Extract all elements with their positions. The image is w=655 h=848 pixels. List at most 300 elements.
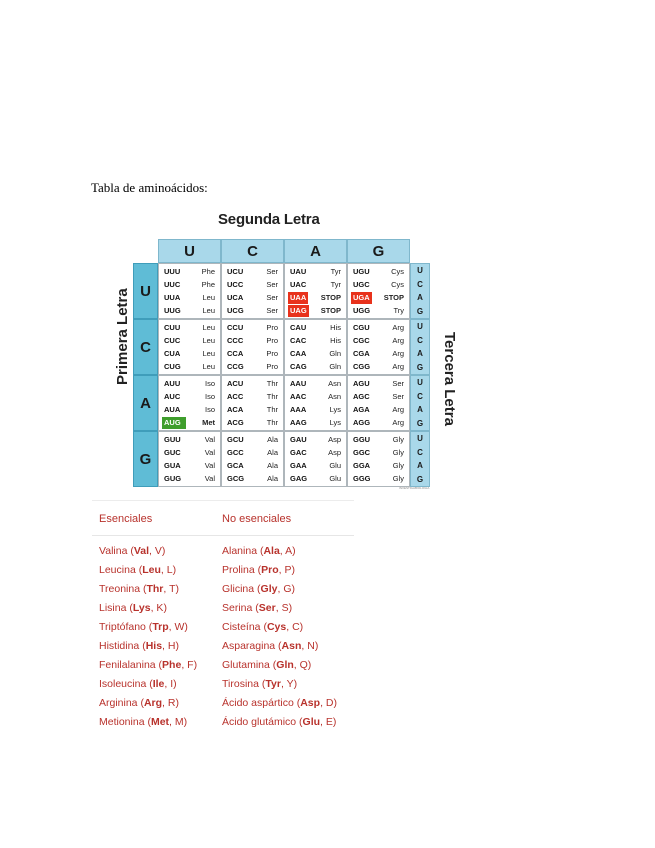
third-letter: A — [417, 293, 423, 303]
amino-acid-abbr: STOP — [320, 306, 341, 315]
amino-acid-abbr: Asn — [328, 379, 341, 388]
amino-acid-code1: P — [284, 564, 292, 576]
third-letter: G — [416, 474, 424, 484]
codon-block — [158, 263, 221, 319]
codon-row — [225, 433, 280, 446]
amino-acid-code1: S — [281, 602, 289, 614]
amino-acid-name: Tirosina — [222, 678, 259, 690]
amino-acid-code1: E — [325, 716, 333, 728]
amino-acid-item: Treonina (Thr, T) — [99, 583, 179, 595]
codon-block — [347, 431, 410, 487]
codon-row — [351, 416, 406, 429]
codon-block — [284, 319, 347, 375]
amino-acid-abbr: Leu — [202, 323, 215, 332]
amino-acid-item: Ácido aspártico (Asp, D) — [222, 697, 337, 709]
amino-acid-abbr: Val — [204, 461, 215, 470]
codon-row — [288, 304, 343, 317]
second-letter-title: Segunda Letra — [218, 211, 320, 228]
codon-row — [225, 304, 280, 317]
amino-acid-code1: M — [174, 716, 184, 728]
third-letter: C — [417, 391, 423, 401]
amino-acid-abbr: Asp — [328, 448, 341, 457]
codon-row — [351, 433, 406, 446]
third-letter: C — [417, 335, 423, 345]
amino-acid-abbr: Ala — [267, 435, 278, 444]
amino-acid-abbr: Arg — [392, 323, 404, 332]
amino-acid-code1: F — [187, 659, 194, 671]
amino-acid-code1: R — [167, 697, 176, 709]
codon: GCC — [227, 447, 244, 457]
third-letter-block — [410, 431, 430, 487]
amino-acid-abbr: Val — [204, 474, 215, 483]
codon-row — [288, 278, 343, 291]
codon: GUG — [164, 473, 182, 483]
codon-row — [225, 446, 280, 459]
credit-text: INVESTIGABIOLOGIA — [399, 486, 430, 490]
amino-acid-code3: Lys — [132, 602, 151, 614]
amino-acid-code3: Pro — [261, 564, 279, 576]
codon-row — [288, 459, 343, 472]
codon-row — [225, 265, 280, 278]
amino-acid-code1: H — [167, 640, 176, 652]
amino-acid-abbr: Try — [393, 306, 404, 315]
codon: GUU — [164, 434, 181, 444]
codon: GGG — [353, 473, 371, 483]
amino-acid-abbr: Leu — [202, 362, 215, 371]
amino-acid-item: Glutamina (Gln, Q) — [222, 659, 312, 671]
codon: GCG — [227, 473, 245, 483]
codon-block — [284, 431, 347, 487]
amino-acid-item: Serina (Ser, S) — [222, 602, 293, 614]
codon: AAC — [290, 391, 307, 401]
amino-acid-code1: L — [166, 564, 173, 576]
amino-acid-item: Isoleucina (Ile, I) — [99, 678, 177, 690]
third-letter: U — [417, 322, 423, 332]
codon: AGG — [353, 417, 371, 427]
codon: CAU — [290, 322, 307, 332]
amino-acid-abbr: Pro — [266, 323, 278, 332]
codon: CCG — [227, 361, 244, 371]
codon-row — [162, 446, 217, 459]
amino-acid-item: Cisteína (Cys, C) — [222, 621, 304, 633]
header-divider — [92, 535, 354, 536]
codon: UUG — [164, 305, 181, 315]
codon: CAC — [290, 335, 307, 345]
codon-row — [288, 416, 343, 429]
codon-row — [162, 403, 217, 416]
codon: GAG — [290, 473, 308, 483]
codon-row — [351, 360, 406, 373]
amino-acid-item: Tirosina (Tyr, Y) — [222, 678, 298, 690]
amino-acid-abbr: Iso — [204, 392, 215, 401]
amino-acid-abbr: Ser — [266, 306, 278, 315]
codon: UUU — [164, 266, 181, 276]
amino-acid-item: Prolina (Pro, P) — [222, 564, 295, 576]
third-letter: C — [417, 447, 423, 457]
amino-acid-abbr: Tyr — [330, 267, 341, 276]
codon: UGC — [353, 279, 370, 289]
amino-acid-abbr: Phe — [201, 267, 215, 276]
amino-acid-abbr: Pro — [266, 336, 278, 345]
codon: UUC — [164, 279, 181, 289]
codon-row — [225, 459, 280, 472]
codon: UCU — [227, 266, 244, 276]
amino-acid-abbr: Gly — [392, 474, 404, 483]
amino-acid-item: Valina (Val, V) — [99, 545, 166, 557]
third-letter-block — [410, 263, 430, 319]
amino-acid-code3: Glu — [302, 716, 321, 728]
amino-acid-name: Ácido aspártico — [222, 697, 294, 709]
amino-acid-name: Asparagina — [222, 640, 276, 652]
column-header-g: G — [347, 239, 410, 263]
amino-acid-name: Histidina — [99, 640, 140, 652]
amino-acid-abbr: Ser — [266, 293, 278, 302]
codon-block — [347, 375, 410, 431]
amino-acid-name: Treonina — [99, 583, 141, 595]
amino-acid-abbr: Tyr — [330, 280, 341, 289]
codon-row — [351, 278, 406, 291]
codon-row — [162, 291, 217, 304]
amino-acid-abbr: Iso — [204, 379, 215, 388]
amino-acid-code3: Thr — [146, 583, 164, 595]
codon-row — [162, 390, 217, 403]
column-header-u: U — [158, 239, 221, 263]
codon: AAA — [290, 404, 307, 414]
codon-row — [351, 377, 406, 390]
row-header-c: C — [133, 319, 158, 375]
amino-acid-name: Leucina — [99, 564, 136, 576]
codon-grid — [158, 263, 410, 487]
third-letter: A — [417, 405, 423, 415]
amino-acid-abbr: Ser — [392, 392, 404, 401]
codon-block — [158, 375, 221, 431]
codon: GCA — [227, 460, 244, 470]
codon: UGU — [353, 266, 370, 276]
codon-row — [162, 265, 217, 278]
amino-acid-abbr: Thr — [266, 418, 278, 427]
codon-row — [225, 360, 280, 373]
amino-acid-abbr: Ser — [392, 379, 404, 388]
codon: AAU — [290, 378, 307, 388]
third-letter: G — [416, 418, 424, 428]
codon: UCA — [227, 292, 244, 302]
codon: AUC — [164, 391, 181, 401]
codon-row — [225, 416, 280, 429]
amino-acid-abbr: Gly — [392, 448, 404, 457]
column-header-a: A — [284, 239, 347, 263]
codon-block — [221, 319, 284, 375]
third-letter-title: Tercera Letra — [441, 332, 458, 426]
codon-row — [225, 472, 280, 485]
amino-acid-name: Prolina — [222, 564, 255, 576]
amino-acid-code1: N — [307, 640, 315, 652]
codon-row — [225, 334, 280, 347]
codon-row — [351, 403, 406, 416]
codon: CGC — [353, 335, 370, 345]
codon: AGU — [353, 378, 370, 388]
codon-row — [162, 377, 217, 390]
nonessential-header: No esenciales — [222, 513, 292, 525]
amino-acid-code3: Ala — [263, 545, 280, 557]
codon-row — [162, 416, 217, 429]
codon-block — [158, 319, 221, 375]
amino-acid-code3: Phe — [162, 659, 182, 671]
codon-row — [351, 459, 406, 472]
amino-acid-name: Ácido glutámico — [222, 716, 297, 728]
codon: UAC — [290, 279, 307, 289]
amino-acid-abbr: Gly — [392, 435, 404, 444]
codon: CGA — [353, 348, 370, 358]
codon: GUC — [164, 447, 181, 457]
amino-acid-abbr: Cys — [391, 267, 404, 276]
amino-acid-abbr: Arg — [392, 336, 404, 345]
codon-row — [351, 472, 406, 485]
amino-acid-abbr: Leu — [202, 293, 215, 302]
amino-acid-abbr: Thr — [266, 392, 278, 401]
amino-acid-abbr: Arg — [392, 349, 404, 358]
amino-acid-abbr: STOP — [383, 293, 404, 302]
third-letter: A — [417, 461, 423, 471]
first-letter-header-column — [133, 263, 158, 487]
codon: UAG — [290, 305, 307, 315]
codon-row — [351, 334, 406, 347]
codon: UAA — [290, 292, 307, 302]
codon-row — [351, 265, 406, 278]
codon-block — [221, 263, 284, 319]
codon-row — [288, 291, 343, 304]
codon: AAG — [290, 417, 307, 427]
amino-acid-code1: C — [292, 621, 300, 633]
amino-acid-code3: Val — [133, 545, 150, 557]
amino-acid-abbr: Lys — [329, 405, 341, 414]
amino-acid-item: Histidina (His, H) — [99, 640, 179, 652]
amino-acid-abbr: Val — [204, 448, 215, 457]
amino-acid-code1: G — [283, 583, 292, 595]
codon: GAA — [290, 460, 307, 470]
third-letter: U — [417, 266, 423, 276]
amino-acid-name: Fenilalanina — [99, 659, 156, 671]
codon: ACA — [227, 404, 244, 414]
codon-row — [162, 321, 217, 334]
third-letter: U — [417, 378, 423, 388]
codon: GCU — [227, 434, 244, 444]
codon: AUG — [162, 417, 186, 429]
amino-acid-code1: W — [174, 621, 185, 633]
codon-row — [225, 321, 280, 334]
essential-header: Esenciales — [99, 513, 153, 525]
codon: CAA — [290, 348, 307, 358]
amino-acid-abbr: His — [330, 323, 341, 332]
table-top-rule — [92, 500, 354, 501]
codon: UGA — [353, 292, 370, 302]
codon-row — [225, 347, 280, 360]
amino-acid-code3: Gly — [260, 583, 278, 595]
amino-acid-code3: Arg — [143, 697, 163, 709]
codon: CUA — [164, 348, 181, 358]
codon-row — [288, 472, 343, 485]
amino-acid-item: Alanina (Ala, A) — [222, 545, 296, 557]
amino-acid-abbr: Thr — [266, 405, 278, 414]
third-letter: G — [416, 306, 424, 316]
amino-acid-code3: Ile — [152, 678, 165, 690]
codon: UAU — [290, 266, 307, 276]
amino-acid-item: Ácido glutámico (Glu, E) — [222, 716, 337, 728]
nonessential-list — [222, 545, 337, 735]
amino-acid-abbr: Asp — [328, 435, 341, 444]
codon-table-figure — [100, 205, 470, 495]
amino-acid-code1: A — [285, 545, 293, 557]
amino-acid-abbr: Gln — [329, 349, 341, 358]
amino-acid-item: Lisina (Lys, K) — [99, 602, 167, 614]
amino-acid-name: Cisteína — [222, 621, 261, 633]
codon-row — [351, 446, 406, 459]
codon: UCC — [227, 279, 244, 289]
amino-acid-item: Fenilalanina (Phe, F) — [99, 659, 198, 671]
amino-acid-abbr: Ser — [266, 267, 278, 276]
amino-acid-abbr: Leu — [202, 349, 215, 358]
codon-row — [288, 446, 343, 459]
amino-acid-abbr: Thr — [266, 379, 278, 388]
amino-acid-item: Leucina (Leu, L) — [99, 564, 177, 576]
amino-acid-abbr: Asn — [328, 392, 341, 401]
codon: GUA — [164, 460, 181, 470]
amino-acid-name: Triptófano — [99, 621, 146, 633]
codon-row — [288, 265, 343, 278]
document-caption: Tabla de aminoácidos: — [91, 180, 208, 195]
codon-row — [288, 403, 343, 416]
amino-acid-abbr: Cys — [391, 280, 404, 289]
codon-block — [284, 263, 347, 319]
amino-acid-code3: Gln — [276, 659, 294, 671]
codon: UUA — [164, 292, 181, 302]
amino-acid-abbr: Glu — [329, 474, 341, 483]
codon: CUC — [164, 335, 181, 345]
codon: CCC — [227, 335, 244, 345]
amino-acid-code1: I — [170, 678, 174, 690]
amino-acid-abbr: Arg — [392, 362, 404, 371]
amino-acid-abbr: Gln — [329, 362, 341, 371]
amino-acid-code1: Q — [299, 659, 308, 671]
third-letter-block — [410, 319, 430, 375]
amino-acid-name: Glutamina — [222, 659, 270, 671]
amino-acid-code3: Ser — [258, 602, 276, 614]
amino-acid-item: Asparagina (Asn, N) — [222, 640, 319, 652]
amino-acid-abbr: Iso — [204, 405, 215, 414]
codon-row — [162, 334, 217, 347]
codon: CUG — [164, 361, 181, 371]
amino-acid-abbr: Met — [202, 418, 215, 427]
amino-acid-code3: Asn — [281, 640, 302, 652]
amino-acid-abbr: Leu — [202, 336, 215, 345]
first-letter-title: Primera Letra — [114, 288, 131, 385]
codon: UGG — [353, 305, 371, 315]
amino-acid-abbr: Phe — [201, 280, 215, 289]
amino-acid-item: Metionina (Met, M) — [99, 716, 188, 728]
codon-row — [288, 433, 343, 446]
codon-row — [225, 291, 280, 304]
amino-acid-code3: His — [145, 640, 163, 652]
amino-acid-code3: Leu — [142, 564, 161, 576]
third-letter-block — [410, 375, 430, 431]
codon-row — [225, 377, 280, 390]
amino-acid-code1: K — [156, 602, 164, 614]
codon: GGC — [353, 447, 371, 457]
codon: AGA — [353, 404, 370, 414]
codon-row — [288, 347, 343, 360]
amino-acid-abbr: Val — [204, 435, 215, 444]
row-header-a: A — [133, 375, 158, 431]
amino-acid-code1: Y — [286, 678, 294, 690]
codon-block — [158, 431, 221, 487]
amino-acid-code3: Met — [150, 716, 170, 728]
codon-row — [162, 360, 217, 373]
third-letter: C — [417, 279, 423, 289]
amino-acid-abbr: Arg — [392, 405, 404, 414]
amino-acid-name: Metionina — [99, 716, 145, 728]
amino-acid-name: Lisina — [99, 602, 127, 614]
amino-acid-name: Glicina — [222, 583, 255, 595]
codon: AUA — [164, 404, 181, 414]
codon-row — [225, 390, 280, 403]
amino-acid-name: Valina — [99, 545, 128, 557]
amino-acid-name: Isoleucina — [99, 678, 147, 690]
codon: GGU — [353, 434, 371, 444]
codon: CAG — [290, 361, 307, 371]
codon-row — [351, 347, 406, 360]
codon-row — [162, 472, 217, 485]
codon: CGU — [353, 322, 370, 332]
codon-block — [347, 263, 410, 319]
amino-acid-name: Alanina — [222, 545, 258, 557]
amino-acid-code3: Asp — [300, 697, 321, 709]
codon-row — [162, 459, 217, 472]
amino-acid-code1: T — [169, 583, 176, 595]
amino-acid-abbr: Pro — [266, 349, 278, 358]
codon-block — [284, 375, 347, 431]
second-letter-header-row — [158, 239, 410, 263]
codon-row — [162, 347, 217, 360]
codon-row — [288, 377, 343, 390]
amino-acid-abbr: Leu — [202, 306, 215, 315]
codon: ACG — [227, 417, 244, 427]
codon: AGC — [353, 391, 370, 401]
amino-acid-code1: V — [154, 545, 162, 557]
codon-row — [225, 278, 280, 291]
codon-block — [221, 431, 284, 487]
third-letter: U — [417, 434, 423, 444]
codon: GAC — [290, 447, 307, 457]
amino-acid-item: Arginina (Arg, R) — [99, 697, 179, 709]
codon: UCG — [227, 305, 244, 315]
codon-row — [351, 291, 406, 304]
third-letter: A — [417, 349, 423, 359]
amino-acid-abbr: Ala — [267, 474, 278, 483]
codon: ACC — [227, 391, 244, 401]
amino-acid-code3: Tyr — [265, 678, 281, 690]
codon-row — [288, 390, 343, 403]
codon: GAU — [290, 434, 307, 444]
codon: AUU — [164, 378, 181, 388]
codon-row — [288, 334, 343, 347]
third-letter-column — [410, 263, 430, 487]
essential-list — [99, 545, 197, 735]
amino-acid-abbr: His — [330, 336, 341, 345]
codon-row — [351, 390, 406, 403]
codon-row — [351, 321, 406, 334]
amino-acid-abbr: Arg — [392, 418, 404, 427]
amino-acid-abbr: Ser — [266, 280, 278, 289]
amino-acid-abbr: Ala — [267, 448, 278, 457]
